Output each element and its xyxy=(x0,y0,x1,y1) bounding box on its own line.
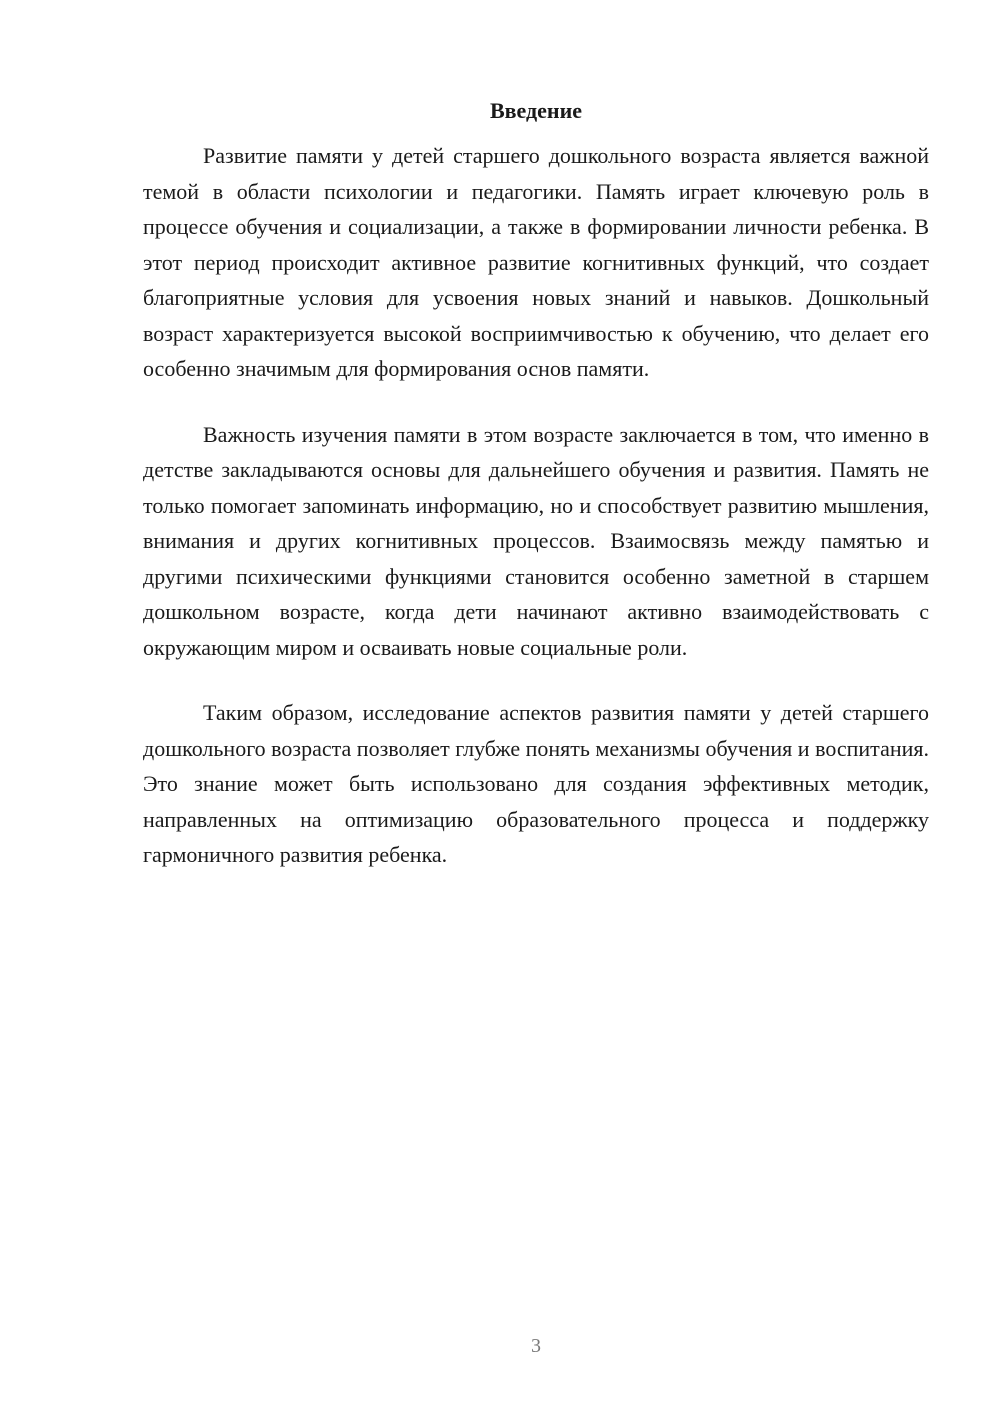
paragraph-1: Развитие памяти у детей старшего дошкольного возраста является важной темой в области психологии и педагогики. Память играет ключевую роль в процессе обучения и социализации, а также в формировании личности ребенка. В этот период происходит активное развитие когнитивных функций, что создает благоприятные условия для усвоения новых знаний и навыков. Дошкольный возраст характеризуется высокой восприимчивостью к обучению, что делает его особенно значимым для формирования основ памяти. xyxy=(143,143,929,381)
paragraph-2: Важность изучения памяти в этом возрасте заключается в том, что именно в детстве закладываются основы для дальнейшего обучения и развития. Память не только помогает запоминать информацию, но и способствует развитию мышления, внимания и других когнитивных процессов. Взаимосвязь между памятью и другими психическими функциями становится особенно заметной в старшем дошкольном возрасте, когда дети начинают активно взаимодействовать с окружающим миром и осваивать новые социальные роли. xyxy=(143,421,929,660)
page-number: 3 xyxy=(531,1335,541,1357)
document-body xyxy=(143,96,929,873)
section-heading: Введение xyxy=(489,98,583,123)
paragraph-3: Таким образом, исследование аспектов развития памяти у детей старшего дошкольного возраста позволяет глубже понять механизмы обучения и воспитания. Это знание может быть использовано для создания эффективных методик, направленных на оптимизацию образовательного процесса и поддержку гармоничного развития ребенка. xyxy=(143,700,929,867)
